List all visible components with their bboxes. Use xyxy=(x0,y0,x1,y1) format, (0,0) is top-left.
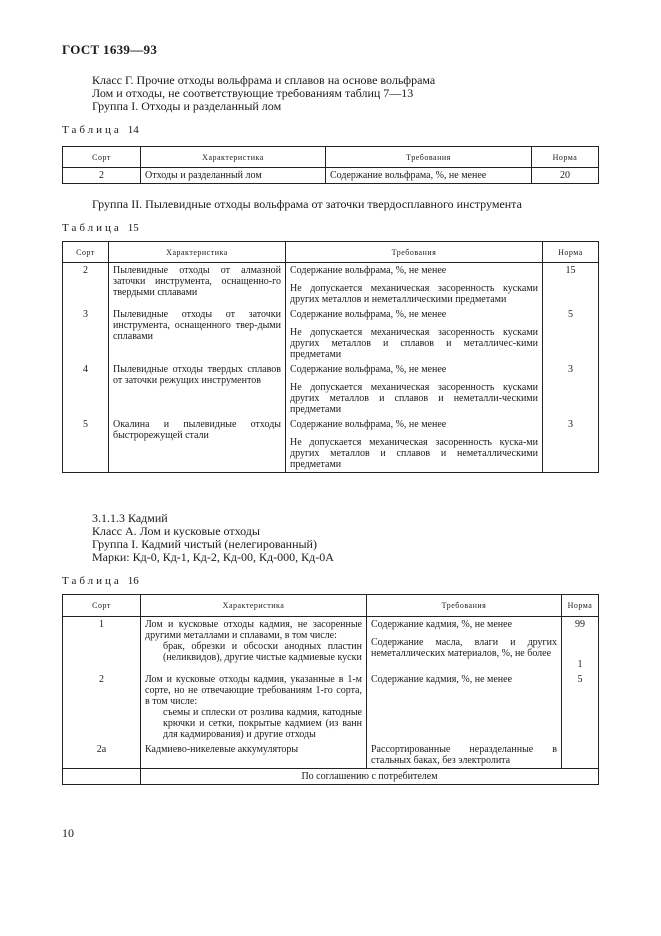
requirement-cadmium: Содержание кадмия, %, не менее xyxy=(371,619,513,630)
table-row xyxy=(63,168,599,184)
cell-sort: 2 xyxy=(63,168,141,184)
table-number: 14 xyxy=(127,124,139,136)
cell-sort: 5 xyxy=(63,417,109,473)
cell-norm: 5 xyxy=(543,307,599,362)
cell-requirement: Содержание вольфрама, %, не менее xyxy=(326,168,532,184)
cell-norm: 20 xyxy=(532,168,599,184)
table-16 xyxy=(62,594,599,785)
cell-characteristic: Отходы и разделанный лом xyxy=(141,168,326,184)
cell-sort: 4 xyxy=(63,362,109,417)
table-15-label xyxy=(62,222,139,234)
cell-sort: 1 xyxy=(63,617,141,673)
cadmium-section-heading: 3.1.1.3 Кадмий xyxy=(92,511,168,525)
header-sort: Сорт xyxy=(63,147,141,168)
characteristic-sub: съемы и сплески от розлива кадмия, катодные крючки и сетки, покрытые кадмием (из ванн для кадмирования) и другие отходы xyxy=(163,707,362,740)
table-label-word: Таблица xyxy=(62,222,122,234)
header-characteristic: Характеристика xyxy=(109,242,286,263)
cell-sort: 2 xyxy=(63,672,141,742)
cell-characteristic xyxy=(141,672,367,742)
table-header-row xyxy=(63,595,599,617)
header-requirements: Требования xyxy=(286,242,543,263)
cell-requirements xyxy=(286,417,543,473)
table-footer-note: По соглашению с потребителем xyxy=(141,769,599,785)
table-row xyxy=(63,617,599,673)
header-norm: Норма xyxy=(543,242,599,263)
cell-norm: 15 xyxy=(543,263,599,308)
requirement-content: Содержание вольфрама, %, не менее xyxy=(290,419,447,430)
requirement-contamination: Не допускается механическая засоренность кусками других металлов и сплавов и металличес-кими предметами xyxy=(290,327,538,360)
cell-requirements xyxy=(286,362,543,417)
header-sort: Сорт xyxy=(63,242,109,263)
cell-norm xyxy=(562,742,599,769)
table-row xyxy=(63,263,599,308)
requirement-contamination: Не допускается механическая засоренность кусками других металлов и неметаллическими предметами xyxy=(290,283,538,305)
table-14 xyxy=(62,146,599,184)
cell-requirements xyxy=(286,307,543,362)
cell-characteristic: Пылевидные отходы от алмазной заточки инструмента, оснащенно-го твердыми сплавами xyxy=(109,263,286,308)
cell-sort: 3 xyxy=(63,307,109,362)
norm-impurities: 1 xyxy=(577,659,583,670)
table-label-word: Таблица xyxy=(62,575,122,587)
table-14-label xyxy=(62,124,139,136)
requirement-content: Содержание вольфрама, %, не менее xyxy=(290,364,447,375)
characteristic-main: Лом и кусковые отходы кадмия, не засоренные другими металлами и сплавами, в том числе: xyxy=(145,619,362,641)
table-row xyxy=(63,742,599,769)
cell-characteristic: Пылевидные отходы от заточки инструмента, оснащенного твер-дыми сплавами xyxy=(109,307,286,362)
cell-characteristic xyxy=(141,617,367,673)
header-norm: Норма xyxy=(562,595,599,617)
cell-characteristic: Окалина и пылевидные отходы быстрорежущей стали xyxy=(109,417,286,473)
cell-norm: 3 xyxy=(543,417,599,473)
class-g-heading: Класс Г. Прочие отходы вольфрама и сплавов на основе вольфрама xyxy=(92,73,436,87)
requirement-cadmium: Содержание кадмия, %, не менее xyxy=(371,674,513,685)
cell-sort: 2а xyxy=(63,742,141,769)
cell-norm xyxy=(562,617,599,673)
group-1-heading: Группа I. Отходы и разделанный лом xyxy=(92,99,282,113)
requirement-content: Содержание вольфрама, %, не менее xyxy=(290,309,447,320)
header-requirements: Требования xyxy=(326,147,532,168)
table-number: 15 xyxy=(127,222,139,234)
table-row xyxy=(63,672,599,742)
header-characteristic: Характеристика xyxy=(141,595,367,617)
cell-norm: 5 xyxy=(562,672,599,742)
cell-norm: 3 xyxy=(543,362,599,417)
characteristic-sub: брак, обрезки и обсоски анодных пластин (неликвидов), другие чистые кадмиевые куски xyxy=(163,641,362,663)
table-16-label xyxy=(62,575,139,587)
header-sort: Сорт xyxy=(63,595,141,617)
cell-sort: 2 xyxy=(63,263,109,308)
table-number: 16 xyxy=(127,575,139,587)
page-number: 10 xyxy=(62,826,74,840)
table-header-row xyxy=(63,242,599,263)
header-characteristic: Характеристика xyxy=(141,147,326,168)
table-row xyxy=(63,362,599,417)
table-footer-row xyxy=(63,769,599,785)
characteristic-main: Лом и кусковые отходы кадмия, указанные в 1-м сорте, но не отвечающие требованиям 1-го сорта, в том числе: xyxy=(145,674,362,707)
requirement-content: Содержание вольфрама, %, не менее xyxy=(290,265,447,276)
header-requirements: Требования xyxy=(367,595,562,617)
table-header-row xyxy=(63,147,599,168)
table-15 xyxy=(62,241,599,473)
cadmium-grades: Марки: Кд-0, Кд-1, Кд-2, Кд-00, Кд-000, Кд-0А xyxy=(92,550,334,564)
requirement-impurities: Содержание масла, влаги и других неметаллических материалов, %, не более xyxy=(371,637,557,659)
cell-characteristic: Кадмиево-никелевые аккумуляторы xyxy=(141,742,367,769)
cell-characteristic: Пылевидные отходы твердых сплавов от заточки режущих инструментов xyxy=(109,362,286,417)
requirement-contamination: Не допускается механическая засоренность куска-ми других металлов и сплавов и неметаллическими предметами xyxy=(290,437,538,470)
cadmium-class-a: Класс А. Лом и кусковые отходы xyxy=(92,524,260,538)
table-row xyxy=(63,307,599,362)
header-norm: Норма xyxy=(532,147,599,168)
norm-cadmium: 99 xyxy=(575,619,585,630)
group-2-heading: Группа II. Пылевидные отходы вольфрама от заточки твердосплавного инструмента xyxy=(92,197,522,211)
requirement-contamination: Не допускается механическая засоренность кусками других металлов и сплавов и неметалли-ческими предметами xyxy=(290,382,538,415)
table-label-word: Таблица xyxy=(62,124,122,136)
scrap-line: Лом и отходы, не соответствующие требованиям таблиц 7—13 xyxy=(92,86,414,100)
cell-requirements: Рассортированные неразделанные в стальных баках, без электролита xyxy=(367,742,562,769)
standard-header: ГОСТ 1639—93 xyxy=(62,42,158,57)
cell-requirements xyxy=(367,617,562,673)
table-row xyxy=(63,417,599,473)
cell-requirements xyxy=(367,672,562,742)
cell-requirements xyxy=(286,263,543,308)
cadmium-group-1: Группа I. Кадмий чистый (нелегированный) xyxy=(92,537,317,551)
